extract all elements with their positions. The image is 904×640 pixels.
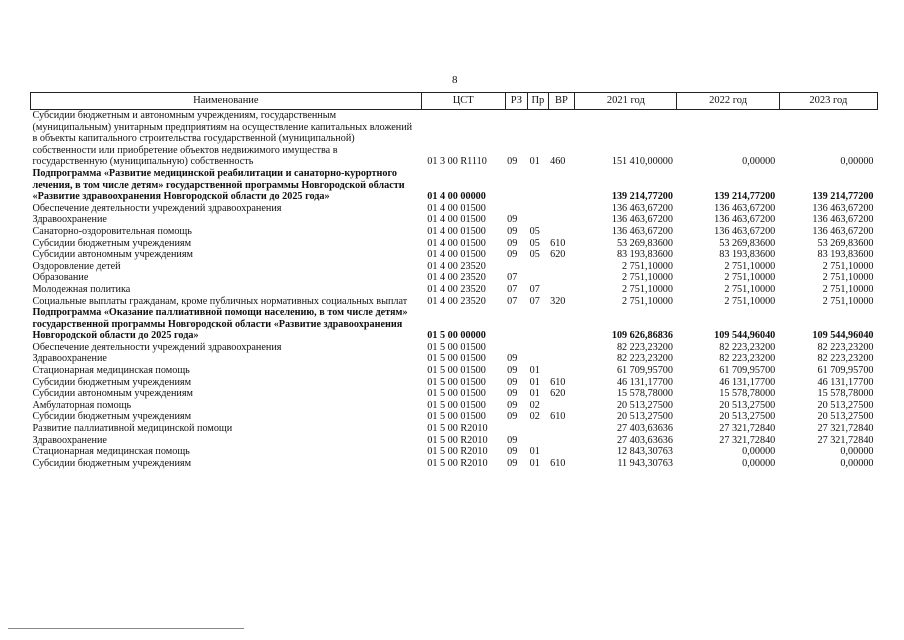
- row-2021-cell: 82 223,23200: [616, 353, 673, 365]
- table-row: [31, 353, 878, 365]
- row-2022-cell: 139 214,77200: [714, 191, 776, 203]
- row-pr-cell: [528, 261, 548, 273]
- row-pr-cell: [528, 307, 548, 342]
- row-2023-cell: 20 513,27500: [817, 411, 874, 423]
- col-header-2022: 2022 год: [677, 93, 779, 110]
- row-name-cell: Санаторно-оздоровительная помощь: [32, 225, 192, 237]
- table-row: [31, 435, 878, 447]
- row-2023-cell: 0,00000: [840, 446, 874, 458]
- row-vr-cell: [548, 168, 575, 203]
- row-cst-cell: 01 4 00 01500: [427, 225, 486, 237]
- row-cst-cell: 01 4 00 01500: [427, 249, 486, 261]
- row-cst-cell: 01 4 00 01500: [427, 237, 486, 249]
- row-vr-cell: 610: [550, 237, 566, 249]
- row-cst-cell: 01 5 00 R2010: [427, 457, 488, 469]
- table-row: [31, 423, 878, 435]
- row-cst-cell: 01 5 00 01500: [427, 365, 486, 377]
- row-2021-cell: 136 463,67200: [611, 225, 673, 237]
- row-rz-cell: 09: [507, 411, 518, 423]
- table-row: [31, 272, 878, 284]
- row-2022-cell: 53 269,83600: [719, 237, 776, 249]
- row-name-cell: Социальные выплаты гражданам, кроме публичных нормативных социальных выплат: [32, 295, 408, 307]
- row-pr-cell: 01: [529, 457, 540, 469]
- row-2022-cell: 46 131,17700: [719, 376, 776, 388]
- row-2022-cell: 2 751,10000: [724, 283, 776, 295]
- row-name-cell: Развитие паллиативной медицинской помощи: [32, 423, 233, 435]
- row-cst-cell: 01 5 00 R2010: [427, 446, 488, 458]
- row-pr-cell: 02: [529, 411, 540, 423]
- row-2022-cell: 27 321,72840: [719, 434, 776, 446]
- row-2023-cell: 46 131,17700: [817, 376, 874, 388]
- row-2022-cell: 2 751,10000: [724, 295, 776, 307]
- row-cst-cell: 01 4 00 01500: [427, 214, 486, 226]
- row-vr-cell: [548, 353, 575, 365]
- row-cst-cell: 01 5 00 01500: [427, 341, 486, 353]
- row-pr-cell: [528, 214, 548, 226]
- row-cst-cell: 01 5 00 01500: [427, 411, 486, 423]
- row-cst-cell: 01 3 00 R1110: [427, 156, 487, 168]
- table-row: [31, 249, 878, 261]
- row-cst-cell: 01 4 00 00000: [427, 191, 486, 203]
- row-cst-cell: 01 4 00 23520: [427, 295, 486, 307]
- col-header-pr: Пр: [528, 93, 548, 110]
- row-vr-cell: 320: [550, 295, 566, 307]
- row-name-cell: Образование: [32, 272, 89, 284]
- row-vr-cell: [548, 272, 575, 284]
- row-vr-cell: [548, 284, 575, 296]
- row-name-cell: Стационарная медицинская помощь: [32, 365, 190, 377]
- row-2021-cell: 151 410,00000: [611, 156, 673, 168]
- row-rz-cell: 09: [507, 353, 518, 365]
- row-cst-cell: 01 4 00 23520: [427, 272, 486, 284]
- row-pr-cell: 05: [529, 237, 540, 249]
- row-pr-cell: [528, 168, 548, 203]
- row-2022-cell: 82 223,23200: [719, 353, 776, 365]
- table-row: [31, 342, 878, 354]
- col-header-vr: ВР: [548, 93, 575, 110]
- row-rz-cell: [505, 168, 528, 203]
- row-rz-cell: 07: [507, 295, 518, 307]
- row-2023-cell: 136 463,67200: [812, 225, 874, 237]
- row-2022-cell: 20 513,27500: [719, 411, 776, 423]
- row-vr-cell: [548, 214, 575, 226]
- row-pr-cell: 01: [529, 376, 540, 388]
- row-pr-cell: 02: [529, 399, 540, 411]
- row-2022-cell: 136 463,67200: [714, 202, 776, 214]
- row-vr-cell: 620: [550, 249, 566, 261]
- row-2021-cell: 53 269,83600: [616, 237, 673, 249]
- row-2021-cell: 83 193,83600: [616, 249, 673, 261]
- row-rz-cell: [505, 261, 528, 273]
- row-2021-cell: 61 709,95700: [616, 365, 673, 377]
- row-pr-cell: 01: [529, 365, 540, 377]
- row-2021-cell: 15 578,78000: [616, 388, 673, 400]
- row-vr-cell: 610: [550, 457, 566, 469]
- row-vr-cell: [548, 400, 575, 412]
- row-rz-cell: 09: [507, 214, 518, 226]
- row-2023-cell: 2 751,10000: [822, 272, 874, 284]
- table-row: [31, 284, 878, 296]
- table-row: [31, 377, 878, 389]
- row-name-cell: Подпрограмма «Оказание паллиативной помощи населению, в том числе детям» государственной программы Новгородской области «Развитие здравоохранения Новгородской области до 2025 года»: [32, 307, 408, 342]
- row-cst-cell: 01 5 00 R2010: [427, 423, 488, 435]
- row-vr-cell: 610: [550, 376, 566, 388]
- row-2023-cell: 27 321,72840: [817, 423, 874, 435]
- row-pr-cell: 01: [529, 446, 540, 458]
- row-pr-cell: [528, 353, 548, 365]
- row-vr-cell: [548, 342, 575, 354]
- row-2022-cell: 0,00000: [742, 156, 776, 168]
- row-rz-cell: [505, 307, 528, 342]
- row-rz-cell: [505, 342, 528, 354]
- row-2021-cell: 20 513,27500: [616, 399, 673, 411]
- row-2021-cell: 136 463,67200: [611, 202, 673, 214]
- table-row: [31, 203, 878, 215]
- row-vr-cell: [548, 261, 575, 273]
- row-pr-cell: 01: [529, 156, 540, 168]
- row-2023-cell: 2 751,10000: [822, 260, 874, 272]
- row-2023-cell: 109 544,96040: [812, 330, 874, 342]
- table-row: [31, 214, 878, 226]
- table-row: [31, 296, 878, 308]
- row-vr-cell: [548, 446, 575, 458]
- row-rz-cell: 09: [507, 446, 518, 458]
- row-pr-cell: [528, 423, 548, 435]
- row-pr-cell: 07: [529, 295, 540, 307]
- row-2022-cell: 136 463,67200: [714, 225, 776, 237]
- row-2021-cell: 46 131,17700: [616, 376, 673, 388]
- table-row: [31, 238, 878, 250]
- row-pr-cell: 01: [529, 388, 540, 400]
- row-name-cell: Обеспечение деятельности учреждений здравоохранения: [32, 341, 282, 353]
- row-name-cell: Обеспечение деятельности учреждений здравоохранения: [32, 202, 282, 214]
- row-name-cell: Субсидии автономным учреждениям: [32, 249, 193, 261]
- table-row: [31, 365, 878, 377]
- row-2022-cell: 82 223,23200: [719, 341, 776, 353]
- row-vr-cell: [548, 226, 575, 238]
- row-rz-cell: [505, 203, 528, 215]
- row-2023-cell: 82 223,23200: [817, 341, 874, 353]
- page-number: 8: [452, 74, 458, 86]
- row-2022-cell: 61 709,95700: [719, 365, 776, 377]
- budget-table: [30, 92, 878, 469]
- row-pr-cell: [528, 272, 548, 284]
- row-name-cell: Субсидии бюджетным и автономным учреждениям, государственным (муниципальным) унитарным предприятиям на осуществление капитальных вложений в объекты капитального строительства государственной (муниципальной) собственности или приобретение объектов недвижимого имущества в государственную (муниципальную) собственность: [32, 110, 413, 168]
- row-rz-cell: 07: [507, 272, 518, 284]
- row-2023-cell: 0,00000: [840, 156, 874, 168]
- row-2021-cell: 2 751,10000: [622, 260, 673, 272]
- row-name-cell: Здравоохранение: [32, 214, 107, 226]
- row-cst-cell: 01 5 00 01500: [427, 388, 486, 400]
- table-row: [31, 388, 878, 400]
- table-row: [31, 400, 878, 412]
- row-2021-cell: 27 403,63636: [616, 423, 673, 435]
- row-2023-cell: 82 223,23200: [817, 353, 874, 365]
- row-2023-cell: 27 321,72840: [817, 434, 874, 446]
- row-vr-cell: 620: [550, 388, 566, 400]
- row-vr-cell: 610: [550, 411, 566, 423]
- row-2023-cell: 2 751,10000: [822, 283, 874, 295]
- row-2022-cell: 109 544,96040: [714, 330, 776, 342]
- row-cst-cell: 01 5 00 01500: [427, 399, 486, 411]
- col-header-name: Наименование: [31, 93, 422, 110]
- row-pr-cell: [528, 435, 548, 447]
- table-row: [31, 307, 878, 342]
- row-2021-cell: 2 751,10000: [622, 295, 673, 307]
- table-row: [31, 226, 878, 238]
- row-2021-cell: 139 214,77200: [611, 191, 673, 203]
- row-name-cell: Здравоохранение: [32, 353, 107, 365]
- row-2021-cell: 20 513,27500: [616, 411, 673, 423]
- footer-divider: [8, 628, 244, 629]
- row-pr-cell: [528, 342, 548, 354]
- row-2023-cell: 53 269,83600: [817, 237, 874, 249]
- row-rz-cell: 09: [507, 237, 518, 249]
- row-2021-cell: 136 463,67200: [611, 214, 673, 226]
- row-pr-cell: 05: [529, 249, 540, 261]
- row-2021-cell: 12 843,30763: [616, 446, 673, 458]
- row-2021-cell: 82 223,23200: [616, 341, 673, 353]
- row-2023-cell: 136 463,67200: [812, 214, 874, 226]
- row-pr-cell: 05: [529, 225, 540, 237]
- row-rz-cell: 09: [507, 225, 518, 237]
- table-row: [31, 458, 878, 470]
- row-2022-cell: 83 193,83600: [719, 249, 776, 261]
- row-2021-cell: 11 943,30763: [617, 457, 673, 469]
- row-cst-cell: 01 5 00 00000: [427, 330, 486, 342]
- col-header-2023: 2023 год: [779, 93, 877, 110]
- row-cst-cell: 01 5 00 01500: [427, 376, 486, 388]
- row-2021-cell: 2 751,10000: [622, 283, 673, 295]
- row-2023-cell: 0,00000: [840, 457, 874, 469]
- row-2022-cell: 136 463,67200: [714, 214, 776, 226]
- row-cst-cell: 01 4 00 01500: [427, 202, 486, 214]
- row-rz-cell: 09: [507, 365, 518, 377]
- row-2023-cell: 15 578,78000: [817, 388, 874, 400]
- table-row: [31, 168, 878, 203]
- row-2022-cell: 15 578,78000: [719, 388, 776, 400]
- table-body: [31, 110, 878, 470]
- col-header-rz: РЗ: [505, 93, 528, 110]
- row-2023-cell: 136 463,67200: [812, 202, 874, 214]
- table-row: [31, 261, 878, 273]
- row-name-cell: Субсидии бюджетным учреждениям: [32, 376, 192, 388]
- row-rz-cell: 09: [507, 399, 518, 411]
- row-2021-cell: 27 403,63636: [616, 434, 673, 446]
- row-rz-cell: 09: [507, 457, 518, 469]
- row-name-cell: Подпрограмма «Развитие медицинской реабилитации и санаторно-курортного лечения, в том числе детям» государственной программы Новгородской области «Развитие здравоохранения Новгородской области до 2025 года»: [32, 167, 405, 203]
- row-vr-cell: [548, 307, 575, 342]
- col-header-cst: ЦСТ: [421, 93, 505, 110]
- row-2023-cell: 2 751,10000: [822, 295, 874, 307]
- row-vr-cell: [548, 423, 575, 435]
- row-rz-cell: 09: [507, 156, 518, 168]
- row-vr-cell: [548, 435, 575, 447]
- table-row: [31, 411, 878, 423]
- row-name-cell: Здравоохранение: [32, 434, 107, 446]
- row-rz-cell: [505, 423, 528, 435]
- table-header: [31, 93, 878, 110]
- row-vr-cell: [548, 203, 575, 215]
- row-2023-cell: 20 513,27500: [817, 399, 874, 411]
- row-name-cell: Субсидии бюджетным учреждениям: [32, 411, 192, 423]
- row-name-cell: Амбулаторная помощь: [32, 399, 132, 411]
- row-2022-cell: 27 321,72840: [719, 423, 776, 435]
- row-rz-cell: 09: [507, 376, 518, 388]
- row-pr-cell: 07: [529, 283, 540, 295]
- row-cst-cell: 01 4 00 23520: [427, 283, 486, 295]
- row-2022-cell: 0,00000: [742, 446, 776, 458]
- row-name-cell: Оздоровление детей: [32, 260, 121, 272]
- row-2023-cell: 61 709,95700: [817, 365, 874, 377]
- row-2021-cell: 109 626,86836: [611, 330, 673, 342]
- row-name-cell: Субсидии автономным учреждениям: [32, 388, 193, 400]
- row-rz-cell: 09: [507, 434, 518, 446]
- row-name-cell: Стационарная медицинская помощь: [32, 446, 190, 458]
- row-pr-cell: [528, 203, 548, 215]
- row-name-cell: Субсидии бюджетным учреждениям: [32, 237, 192, 249]
- row-vr-cell: 460: [550, 156, 566, 168]
- table-row: [31, 446, 878, 458]
- row-2022-cell: 20 513,27500: [719, 399, 776, 411]
- row-cst-cell: 01 4 00 23520: [427, 260, 486, 272]
- row-vr-cell: [548, 365, 575, 377]
- row-cst-cell: 01 5 00 R2010: [427, 434, 488, 446]
- col-header-2021: 2021 год: [575, 93, 677, 110]
- row-2022-cell: 2 751,10000: [724, 260, 776, 272]
- row-2022-cell: 0,00000: [742, 457, 776, 469]
- row-2021-cell: 2 751,10000: [622, 272, 673, 284]
- row-name-cell: Молодежная политика: [32, 283, 131, 295]
- row-cst-cell: 01 5 00 01500: [427, 353, 486, 365]
- row-2022-cell: 2 751,10000: [724, 272, 776, 284]
- row-rz-cell: 07: [507, 283, 518, 295]
- row-rz-cell: 09: [507, 388, 518, 400]
- row-2023-cell: 139 214,77200: [812, 191, 874, 203]
- row-name-cell: Субсидии бюджетным учреждениям: [32, 457, 192, 469]
- table-row: [31, 110, 878, 168]
- row-rz-cell: 09: [507, 249, 518, 261]
- row-2023-cell: 83 193,83600: [817, 249, 874, 261]
